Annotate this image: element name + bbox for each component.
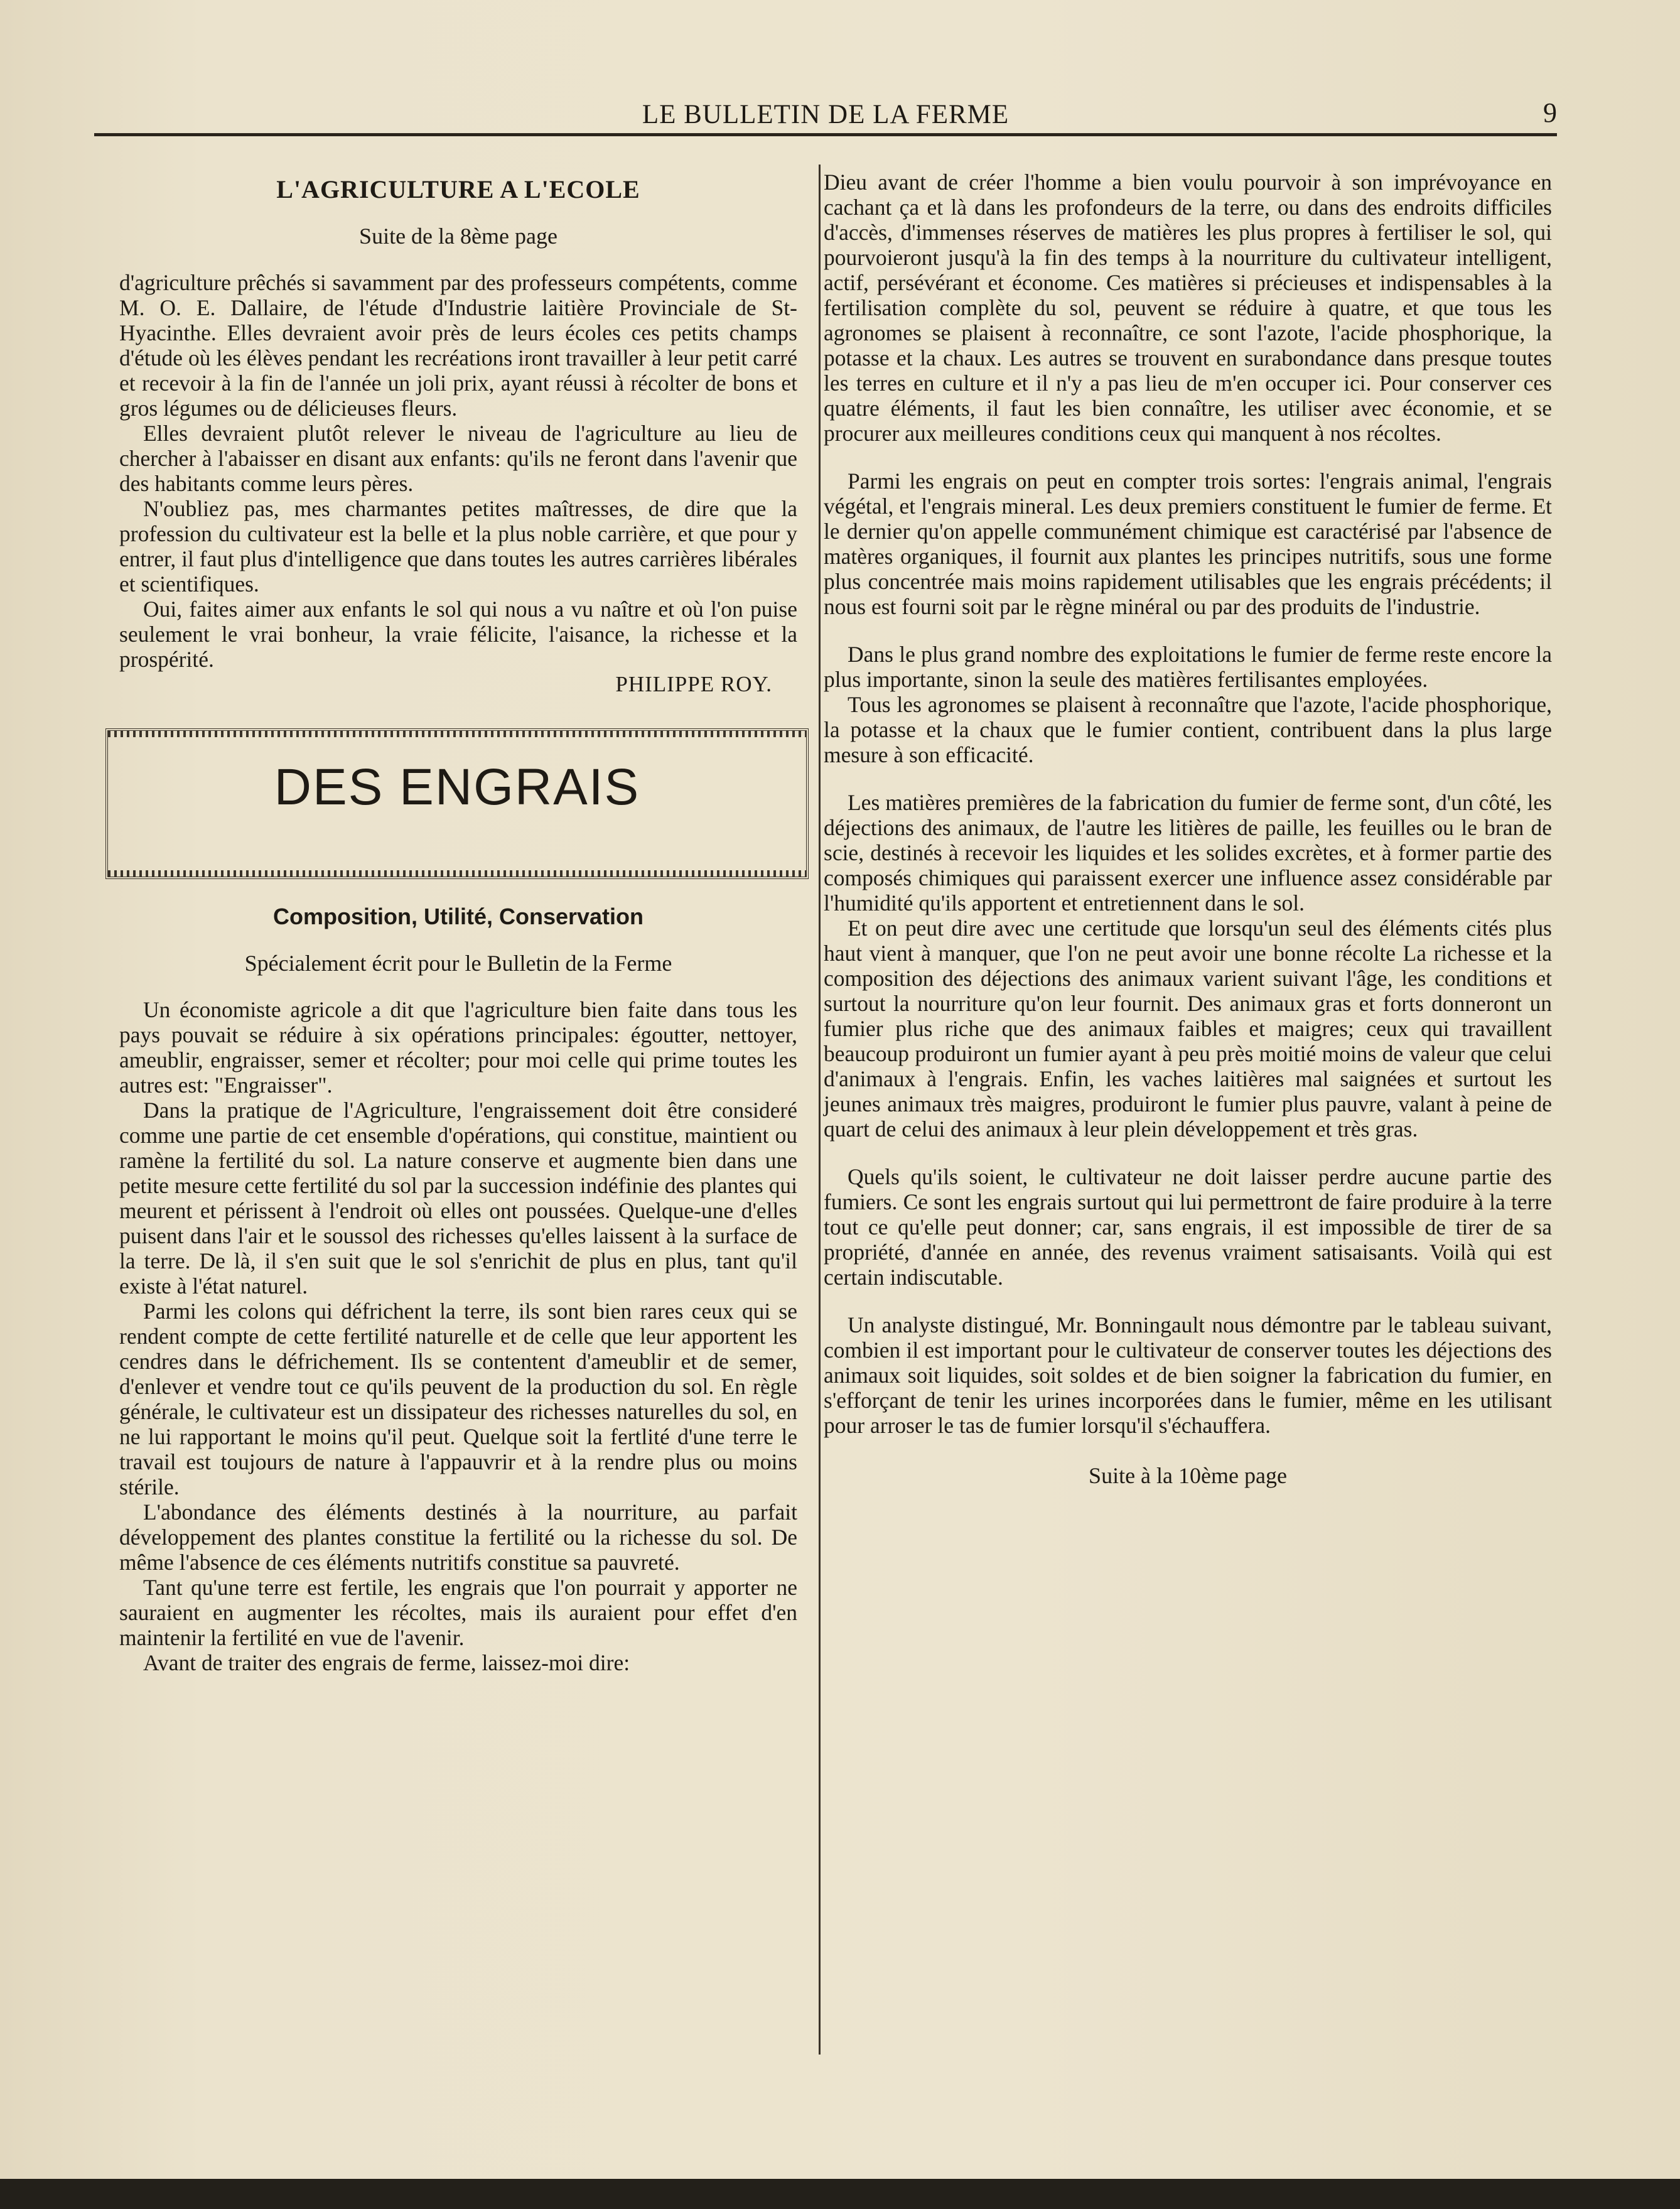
continued-from: Suite de la 8ème page — [359, 224, 557, 249]
paragraph: Elles devraient plutôt relever le niveau de l'agriculture au lieu de chercher à l'abaisser en disant aux enfants: qu'ils ne feront dans l'avenir que des habitants comme leurs pères. — [119, 421, 797, 496]
masthead-title: LE BULLETIN DE LA FERME — [642, 100, 1010, 129]
paragraph: d'agriculture prêchés si savamment par des professeurs compétents, comme M. O. E. Dallaire, de l'étude d'Industrie laitière Provinciale de St-Hyacinthe. Elles devraient avoir près de leurs écoles ces petits champs d'étude où les élèves pendant les recréations iront travailler à leur petit carré et recevoir à la fin de l'année un joli prix, ayant réussi à récolter de bons et gros légumes ou de délicieuses fleurs. — [119, 270, 797, 421]
page-header — [94, 94, 1557, 141]
paragraph: N'oubliez pas, mes charmantes petites maîtresses, de dire que la profession du cultivateur est la belle et la plus noble carrière, et que pour y entrer, il faut plus d'intelligence que dans toutes les autres carrières libérales et scientifiques. — [119, 496, 797, 597]
continued-on: Suite à la 10ème page — [1089, 1463, 1287, 1488]
paragraph: Dieu avant de créer l'homme a bien voulu pourvoir à son imprévoyance en cachant ça et là dans les profondeurs de la terre, ou dans des endroits difficiles d'accès, d'immenses réserves de matières les plus propres à fertiliser le sol, qui pourvoieront jusqu'à la fin des temps à la nourriture du cultivateur intelligent, actif, persévérant et économe. Ces matières si précieuses et indispensables à la fertilisation complète du sol, peuvent se réduire à quatre, et que tous les agronomes se plaisent à reconnaître, ce sont l'azote, l'acide phosphorique, la potasse et la chaux. Les autres se trouvent en surabondance dans presque toutes les terres en culture et il n'y a pas lieu de m'en occuper ici. Pour conserver ces quatre éléments, il faut les bien connaître, les utiliser avec économie, et se procurer aux meilleures conditions ceux qui manquent à nos récoltes. — [824, 170, 1552, 446]
paragraph: Avant de traiter des engrais de ferme, laissez-moi dire: — [143, 1650, 630, 1675]
paragraph: Dans le plus grand nombre des exploitations le fumier de ferme reste encore la plus importante, sinon la seule des matières fertilisantes employées. — [824, 642, 1552, 692]
headline-box — [105, 728, 809, 879]
right-column — [824, 170, 1552, 1488]
article-subtitle: Composition, Utilité, Conservation — [272, 904, 644, 929]
paragraph: Tous les agronomes se plaisent à reconnaître que l'azote, l'acide phosphorique, la potasse et la chaux que le fumier contient, contribuent dans la plus large mesure à son efficacité. — [824, 692, 1552, 767]
paragraph: Tant qu'une terre est fertile, les engrais que l'on pourrait y apporter ne sauraient en augmenter les récoltes, mais ils auraient pour effet d'en maintenir la fertilité en vue de l'avenir. — [119, 1575, 797, 1650]
headline: DES ENGRAIS — [274, 759, 640, 816]
paragraph: Un analyste distingué, Mr. Bonningault nous démontre par le tableau suivant, combien il est important pour le cultivateur de conserver toutes les déjections des animaux soit liquides, soit soldes et de bien soigner la fabrication du fumier, en s'efforçant de tenir les urines incorporées dans le fumier, même en les utilisant pour arroser le tas de fumier lorsqu'il s'échauffera. — [824, 1312, 1552, 1438]
paragraph: Quels qu'ils soient, le cultivateur ne doit laisser perdre aucune partie des fumiers. Ce sont les engrais surtout qui lui permettront de faire produire à la terre tout ce qu'elle peut donner; car, sans engrais, il est impossible de tirer de sa propriété, d'année en année, des revenus vraiment satisaisants. Voilà qui est certain indiscutable. — [824, 1164, 1552, 1290]
paragraph: Un économiste agricole a dit que l'agriculture bien faite dans tous les pays pouvait se réduire à six opérations principales: égoutter, nettoyer, ameublir, engraisser, semer et récolter; pour moi celle qui prime toutes les autres est: "Engraisser". — [119, 997, 797, 1098]
author-signature: PHILIPPE ROY. — [615, 672, 772, 696]
paragraph: L'abondance des éléments destinés à la nourriture, au parfait développement des plantes constitue la fertilité ou la richesse du sol. De même l'absence de ces éléments nutritifs constitue sa pauvreté. — [119, 1499, 797, 1575]
scan-bottom-edge — [0, 2179, 1680, 2209]
paragraph: Oui, faites aimer aux enfants le sol qui nous a vu naître et où l'on puise seulement le vrai bonheur, la vraie félicite, l'aisance, la richesse et la prospérité. — [119, 597, 797, 672]
byline: Spécialement écrit pour le Bulletin de la Ferme — [244, 951, 672, 976]
article-title: L'AGRICULTURE A L'ECOLE — [276, 175, 640, 203]
column-divider — [819, 165, 821, 2055]
paragraph: Parmi les colons qui défrichent la terre, ils sont bien rares ceux qui se rendent compte de cette fertilité naturelle et de celle que leur apportent les cendres dans le défrichement. Ils se contentent d'ameublir et de semer, d'enlever et vendre tout ce qu'ils peuvent de la production du sol. En règle générale, le cultivateur est un dissipateur des richesses naturelles du sol, en ne lui rapportant le moins qu'il peut. Quelque soit la fertlité d'une terre le travail est toujours de nature à l'appauvrir et à la rendre plus ou moins stérile. — [119, 1299, 797, 1499]
paragraph: Et on peut dire avec une certitude que lorsqu'un seul des éléments cités plus haut vient à manquer, que l'on ne peut avoir une bonne récolte La richesse et la composition des déjections des animaux varient suivant l'âge, les conditions et surtout la nourriture qu'on leur fournit. Des animaux gras et forts donneront un fumier plus riche que des animaux faibles et maigres; ceux qui travaillent beaucoup produiront un fumier ayant à peu près moitié moins de valeur que celui d'animaux à l'engrais. Enfin, les vaches laitières mal saignées et surtout les jeunes animaux très maigres, produiront le fumier plus pauvre, valant à peine de quart de celui des animaux à leur plein développement et très gras. — [824, 915, 1552, 1142]
page-number: 9 — [1543, 97, 1557, 128]
header-rule — [94, 133, 1557, 136]
paragraph: Parmi les engrais on peut en compter trois sortes: l'engrais animal, l'engrais végétal, et l'engrais mineral. Les deux premiers constituent le fumier de ferme. Et le dernier qu'on appelle communément chimique est caractérisé par l'absence de matères organiques, il fournit aux plantes les principes nutritifs, sous une forme plus concentrée mais moins rapidement utilisables que les engrais précédents; il nous est fourni soit par le règne minéral ou par des produits de l'industrie. — [824, 468, 1552, 619]
paragraph: Dans la pratique de l'Agriculture, l'engraissement doit être consideré comme une partie de cet ensemble d'opérations, qui constitue, maintient ou ramène la fertilité du sol. La nature conserve et augmente bien dans une petite mesure cette fertilité du sol par la succession indéfinie des plantes qui meurent et périssent à l'endroit où elles ont poussées. Quelque-une d'elles puisent dans l'air et le soussol des richesses qu'elles laissent à la surface de la terre. De là, il s'en suit que le sol s'enrichit de plus en plus, tant qu'il existe à l'état naturel. — [119, 1098, 797, 1299]
paragraph: Les matières premières de la fabrication du fumier de ferme sont, d'un côté, les déjections des animaux, de l'autre les litières de paille, les feuilles ou le bran de scie, destinés à recevoir les liquides et les solides excrètes, et à former partie des composés chimiques qui paraissent exercer une influence assez considérable par l'humidité qu'ils apportent et entretiennent dans le sol. — [824, 790, 1552, 915]
left-column — [119, 170, 797, 1675]
